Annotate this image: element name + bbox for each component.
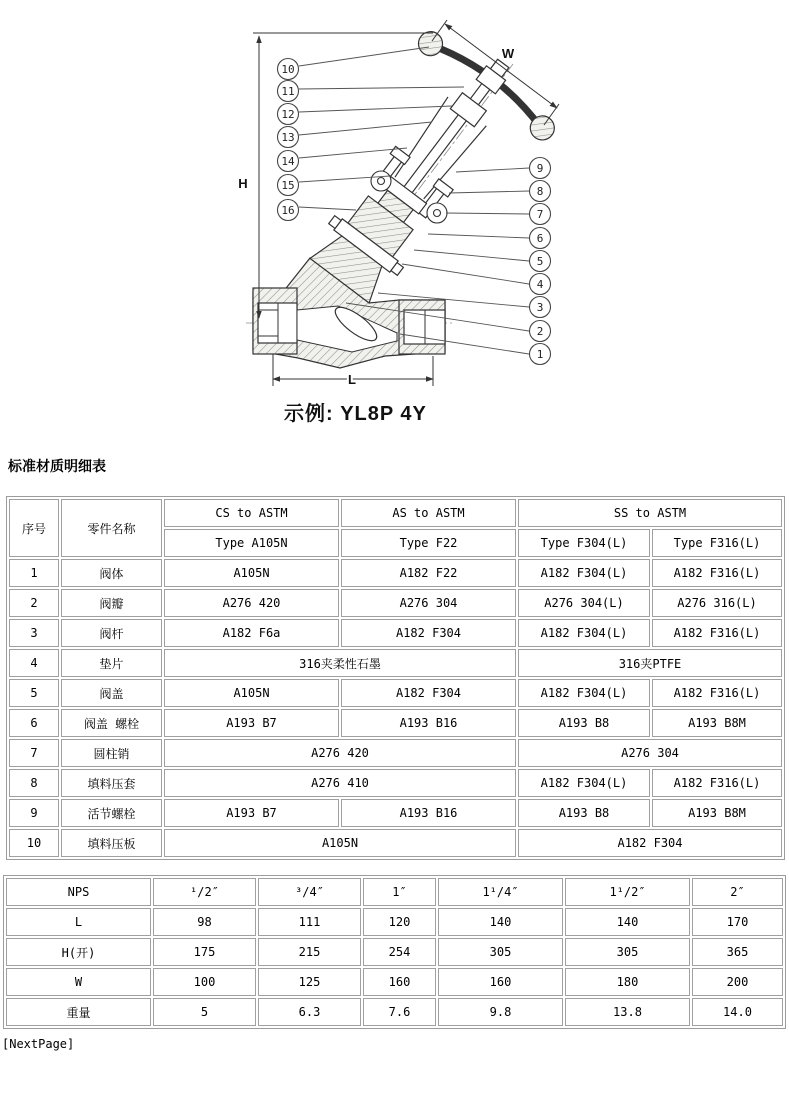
cell-material: A182 F316(L) [652, 769, 782, 797]
cell-material: 316夹柔性石墨 [164, 649, 516, 677]
cell-dim-value: 14.0 [692, 998, 783, 1026]
cell-part-name: 填料压套 [61, 769, 162, 797]
cell-dim-value: 305 [438, 938, 563, 966]
section-title: 标准材质明细表 [8, 458, 106, 474]
diagram-caption: 示例: YL8P 4Y [284, 403, 427, 425]
cell-dim-value: 1¹/4″ [438, 878, 563, 906]
cell-dim-value: 305 [565, 938, 690, 966]
cell-dim-value: 13.8 [565, 998, 690, 1026]
cell-seq-no: 8 [9, 769, 59, 797]
cell-dim-value: 111 [258, 908, 361, 936]
cell-seq-no: 10 [9, 829, 59, 857]
cell-material: A276 304 [341, 589, 516, 617]
cell-dim-value: ³/4″ [258, 878, 361, 906]
cell-material: A276 420 [164, 589, 339, 617]
cell-seq-no: 6 [9, 709, 59, 737]
svg-text:10: 10 [281, 63, 295, 76]
table-row [9, 559, 782, 587]
cell-part-name: 阀盖 螺栓 [61, 709, 162, 737]
cell-dim-value: 6.3 [258, 998, 361, 1026]
cell-material: 316夹PTFE [518, 649, 782, 677]
cell-dim-value: ¹/2″ [153, 878, 256, 906]
cell-seq-no: 5 [9, 679, 59, 707]
cell-material: A276 410 [164, 769, 516, 797]
cell-part-name: 阀杆 [61, 619, 162, 647]
cell-material: A193 B8M [652, 799, 782, 827]
next-page-label: [NextPage] [2, 1037, 75, 1051]
cell-dim-value: 365 [692, 938, 783, 966]
cell-material: A276 304(L) [518, 589, 650, 617]
cell-dim-label: W [6, 968, 151, 996]
callout-16 [278, 200, 299, 221]
col-header-as: AS to ASTM [341, 499, 516, 527]
cell-dim-label: 重量 [6, 998, 151, 1026]
dim-w-label: W [501, 46, 515, 61]
cell-part-name: 阀体 [61, 559, 162, 587]
cell-seq-no: 9 [9, 799, 59, 827]
valve-drawing [0, 0, 789, 398]
cell-dim-value: 160 [438, 968, 563, 996]
cell-material: A276 316(L) [652, 589, 782, 617]
cell-material: A193 B16 [341, 799, 516, 827]
cell-material: A105N [164, 679, 339, 707]
callout-15 [278, 175, 299, 196]
svg-text:16: 16 [281, 204, 295, 217]
cell-dim-value: 175 [153, 938, 256, 966]
cell-dim-value: 1″ [363, 878, 436, 906]
table-row [9, 739, 782, 767]
cell-material: A193 B16 [341, 709, 516, 737]
col-header-part: 零件名称 [61, 499, 162, 557]
table-row [9, 679, 782, 707]
cell-part-name: 垫片 [61, 649, 162, 677]
callout-7 [530, 204, 551, 225]
callouts-left [278, 59, 299, 221]
col-header-cs-type: Type A105N [164, 529, 339, 557]
cell-material: A182 F304 [341, 679, 516, 707]
svg-text:13: 13 [281, 131, 295, 144]
cell-dim-label: L [6, 908, 151, 936]
cell-part-name: 填料压板 [61, 829, 162, 857]
cell-part-name: 阀瓣 [61, 589, 162, 617]
cell-dim-value: 170 [692, 908, 783, 936]
cell-material: A182 F304 [518, 829, 782, 857]
materials-table [6, 496, 785, 860]
cell-material: A105N [164, 829, 516, 857]
svg-text:15: 15 [281, 179, 295, 192]
callout-3 [530, 297, 551, 318]
cell-seq-no: 1 [9, 559, 59, 587]
cell-dim-value: 140 [565, 908, 690, 936]
cell-material: A105N [164, 559, 339, 587]
callout-6 [530, 228, 551, 249]
cell-material: A182 F304(L) [518, 679, 650, 707]
table-row [9, 619, 782, 647]
table-row [6, 908, 783, 936]
cell-part-name: 圆柱销 [61, 739, 162, 767]
svg-text:5: 5 [536, 255, 544, 268]
cell-material: A193 B8M [652, 709, 782, 737]
handwheel-knob-left [414, 27, 448, 61]
col-header-no: 序号 [9, 499, 59, 557]
callout-1 [530, 344, 551, 365]
table-row [6, 878, 783, 906]
cell-dim-value: 180 [565, 968, 690, 996]
cell-material: A182 F6a [164, 619, 339, 647]
cell-dim-value: 9.8 [438, 998, 563, 1026]
callout-14 [278, 151, 299, 172]
cell-material: A182 F304(L) [518, 769, 650, 797]
cell-dim-label: H(开) [6, 938, 151, 966]
callout-12 [278, 104, 299, 125]
svg-text:11: 11 [281, 85, 295, 98]
cell-seq-no: 7 [9, 739, 59, 767]
table-row [9, 829, 782, 857]
table-header-row [9, 499, 782, 527]
cell-dim-value: 7.6 [363, 998, 436, 1026]
col-header-cs: CS to ASTM [164, 499, 339, 527]
callout-5 [530, 251, 551, 272]
table-row [9, 799, 782, 827]
materials-table-body [9, 559, 782, 857]
callout-2 [530, 321, 551, 342]
svg-text:7: 7 [536, 208, 544, 221]
cell-material: A193 B8 [518, 709, 650, 737]
cell-material: A182 F22 [341, 559, 516, 587]
dim-h-label: H [238, 176, 248, 191]
cell-dim-value: 120 [363, 908, 436, 936]
svg-text:12: 12 [281, 108, 295, 121]
cell-dim-label: NPS [6, 878, 151, 906]
svg-text:6: 6 [536, 232, 544, 245]
callouts-right [530, 158, 551, 365]
callout-11 [278, 81, 299, 102]
col-header-ss-type2: Type F316(L) [652, 529, 782, 557]
callout-9 [530, 158, 551, 179]
table-row [6, 938, 783, 966]
callout-4 [530, 274, 551, 295]
callout-8 [530, 181, 551, 202]
cell-material: A182 F316(L) [652, 679, 782, 707]
cell-material: A193 B7 [164, 799, 339, 827]
cell-seq-no: 3 [9, 619, 59, 647]
dimensions-table [3, 875, 786, 1029]
cell-material: A193 B8 [518, 799, 650, 827]
cell-part-name: 阀盖 [61, 679, 162, 707]
col-header-as-type: Type F22 [341, 529, 516, 557]
svg-text:8: 8 [536, 185, 544, 198]
valve-stem [404, 84, 490, 194]
cell-seq-no: 4 [9, 649, 59, 677]
dimensions-table-body [6, 878, 783, 1026]
svg-text:2: 2 [536, 325, 544, 338]
table-row [9, 649, 782, 677]
table-row [6, 968, 783, 996]
svg-text:9: 9 [536, 162, 544, 175]
cell-part-name: 活节螺栓 [61, 799, 162, 827]
cell-material: A182 F304(L) [518, 619, 650, 647]
callout-10 [278, 59, 299, 80]
table-row [6, 998, 783, 1026]
cell-dim-value: 215 [258, 938, 361, 966]
svg-text:1: 1 [536, 348, 544, 361]
col-header-ss-type1: Type F304(L) [518, 529, 650, 557]
cell-dim-value: 140 [438, 908, 563, 936]
cell-seq-no: 2 [9, 589, 59, 617]
cell-material: A276 420 [164, 739, 516, 767]
cell-dim-value: 160 [363, 968, 436, 996]
svg-text:3: 3 [536, 301, 544, 314]
cell-dim-value: 125 [258, 968, 361, 996]
cell-material: A182 F304(L) [518, 559, 650, 587]
svg-text:14: 14 [281, 155, 295, 168]
table-row [9, 589, 782, 617]
cell-dim-value: 5 [153, 998, 256, 1026]
cell-material: A182 F316(L) [652, 559, 782, 587]
cell-dim-value: 100 [153, 968, 256, 996]
cell-dim-value: 1¹/2″ [565, 878, 690, 906]
cell-material: A193 B7 [164, 709, 339, 737]
cell-dim-value: 200 [692, 968, 783, 996]
valve-diagram-area [0, 0, 789, 398]
callout-13 [278, 127, 299, 148]
table-row [9, 769, 782, 797]
dim-l-label: L [348, 372, 356, 387]
svg-text:4: 4 [536, 278, 544, 291]
cell-dim-value: 254 [363, 938, 436, 966]
cell-dim-value: 98 [153, 908, 256, 936]
cell-material: A276 304 [518, 739, 782, 767]
col-header-ss: SS to ASTM [518, 499, 782, 527]
cell-material: A182 F316(L) [652, 619, 782, 647]
cell-material: A182 F304 [341, 619, 516, 647]
cell-dim-value: 2″ [692, 878, 783, 906]
table-row [9, 709, 782, 737]
